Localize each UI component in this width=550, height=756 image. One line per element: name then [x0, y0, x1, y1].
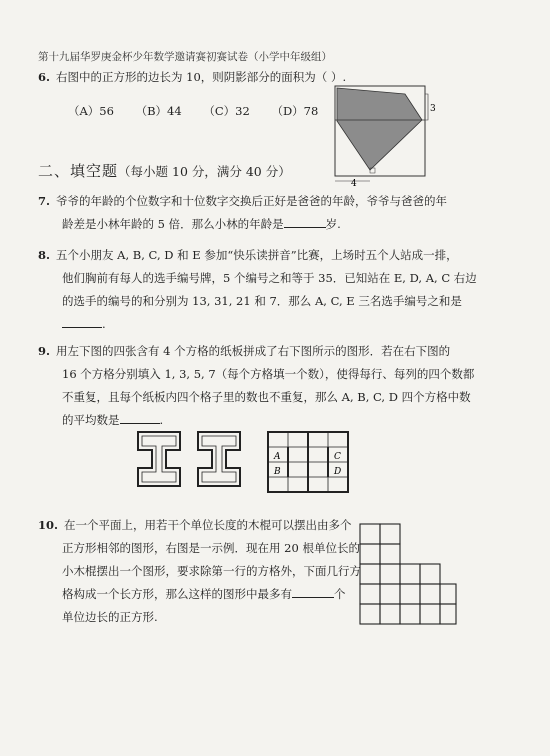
- grid-cell: [400, 604, 420, 624]
- grid-cell: [400, 584, 420, 604]
- question-8: [38, 244, 458, 267]
- question-text-line1: 爷爷的年龄的个位数字和十位数字交换后正好是爸爸的年龄，爷爷与爸爸的年: [56, 194, 448, 208]
- question-number: 6.: [38, 70, 51, 84]
- label-side: 3: [430, 104, 436, 114]
- exam-header: 第十九届华罗庚金杯少年数学邀请赛初赛试卷（小学中年级组）: [38, 51, 332, 63]
- grid-cell: [380, 604, 400, 624]
- answer-blank[interactable]: [62, 315, 102, 328]
- question-10-line5: 单位边长的正方形.: [62, 610, 158, 624]
- answer-blank[interactable]: [284, 215, 326, 228]
- question-8-line2: 他们胸前有每人的选手编号牌，5 个编号之和等于 35．已知站在 E, D, A, C 右边: [62, 271, 477, 285]
- section-note: （每小题 10 分，满分 40 分）: [118, 164, 291, 179]
- shaded-region: [337, 88, 422, 170]
- grid-cell: [420, 604, 440, 624]
- cell-label-c: C: [334, 452, 341, 462]
- choice-a: （A）56: [68, 104, 114, 118]
- piece-z-1: [138, 432, 180, 486]
- question-text-line4: 的平均数是: [62, 413, 120, 427]
- question-number: 7.: [38, 194, 51, 208]
- question-6-choices: [68, 100, 336, 123]
- grid-cell: [440, 604, 456, 624]
- grid-cell: [420, 564, 440, 584]
- grid-cell: [360, 544, 380, 564]
- cell-label-b: B: [274, 467, 281, 477]
- question-7: [38, 190, 447, 213]
- choice-d: （D）78: [271, 104, 319, 118]
- question-10-line4: [62, 583, 346, 606]
- choice-b: （B）44: [135, 104, 182, 118]
- grid-cell: [360, 584, 380, 604]
- grid-cell: [360, 524, 380, 544]
- question-number: 9.: [38, 344, 51, 358]
- question-7-line2: [62, 213, 341, 236]
- question-9-figures: [130, 428, 390, 496]
- question-8-line4: [62, 313, 106, 336]
- question-9: [38, 340, 450, 363]
- grid-cell: [380, 564, 400, 584]
- period: .: [102, 317, 106, 331]
- unit-text: 个: [334, 587, 346, 601]
- grid-cell: [360, 564, 380, 584]
- question-9-line3: 不重复，且每个纸板内四个格子里的数也不重复，那么 A, B, C, D 四个方格中数: [62, 390, 471, 404]
- question-number: 10.: [38, 518, 59, 532]
- question-number: 8.: [38, 248, 51, 262]
- question-text-line4: 格构成一个长方形，那么这样的图形中最多有: [62, 587, 292, 601]
- question-6-figure: [325, 82, 440, 187]
- cell-label-d: D: [334, 467, 342, 477]
- question-10-line3: 小木棍摆出一个图形，要求除第一行的方格外，下面几行方: [62, 564, 361, 578]
- grid-cell: [420, 584, 440, 604]
- question-text-line2: 龄差是小林年龄的 5 倍．那么小林的年龄是: [62, 217, 284, 231]
- choice-c: （C）32: [203, 104, 250, 118]
- question-10-figure: [350, 520, 460, 630]
- grid-cell: [380, 544, 400, 564]
- section-heading: [38, 160, 291, 181]
- question-10: [38, 514, 352, 537]
- question-9-line2: 16 个方格分别填入 1, 3, 5, 7（每个方格填一个数），使得每行、每列的四个数都: [62, 367, 475, 381]
- grid-cell: [400, 564, 420, 584]
- question-8-line3: 的选手的编号的和分别为 13, 31, 21 和 7．那么 A, C, E 三名选手编号之和是: [62, 294, 462, 308]
- grid-cell: [380, 524, 400, 544]
- unit-text: 岁.: [325, 217, 341, 231]
- answer-blank[interactable]: [292, 585, 334, 598]
- question-text: 右图中的正方形的边长为 10，则阴影部分的面积为（ ）.: [56, 70, 347, 84]
- question-6: [38, 66, 346, 89]
- period: .: [159, 413, 164, 427]
- section-title: 二、填空题: [38, 162, 119, 180]
- grid-cell: [380, 584, 400, 604]
- question-text-line1: 用左下图的四张含有 4 个方格的纸板拼成了右下图所示的图形．若在右下图的: [56, 344, 451, 358]
- cell-label-a: A: [274, 452, 281, 462]
- piece-s-2: [198, 432, 240, 486]
- grid-cell: [440, 584, 456, 604]
- label-bottom: 4: [351, 179, 357, 187]
- assembled-grid: [268, 432, 348, 492]
- answer-blank[interactable]: [120, 411, 160, 424]
- question-text-line1: 五个小朋友 A, B, C, D 和 E 参加“快乐读拼音”比赛，上场时五个人站成一排，: [56, 248, 458, 262]
- grid-cell: [360, 604, 380, 624]
- question-text-line1: 在一个平面上，用若干个单位长度的木棍可以摆出由多个: [64, 518, 352, 532]
- question-10-line2: 正方形相邻的图形，右图是一示例．现在用 20 根单位长的: [62, 541, 360, 555]
